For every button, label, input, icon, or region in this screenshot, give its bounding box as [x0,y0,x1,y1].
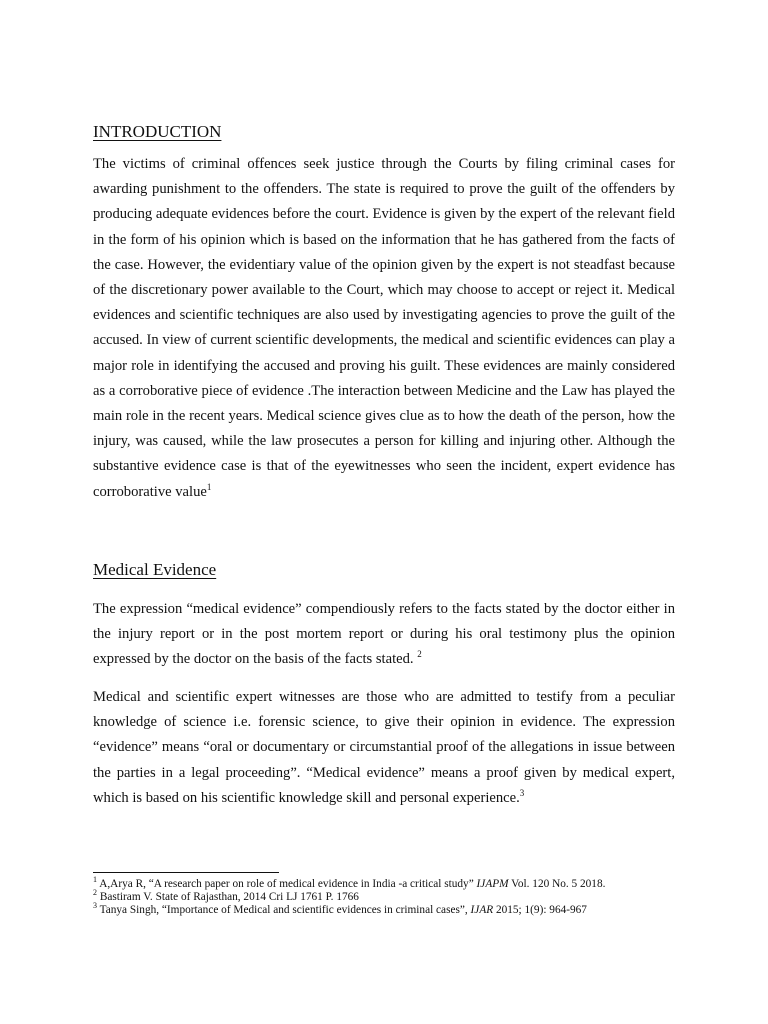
footnote-journal: IJAR [470,904,494,916]
footnote-ref-3: 3 [519,787,525,798]
medical-evidence-text-2: Medical and scientific expert witnesses are those who are admitted to testify from a peculiar knowledge of science i.e. forensic science, to give their opinion in evidence. The expression “evidence” means “oral or documentary or circumstantial proof of the allegations in issue between the parties in a legal proceeding”. “Medical evidence” means a proof given by medical expert, which is based on his scientific knowledge skill and personal experience. [93,689,675,806]
footnote-item [93,901,675,917]
section-heading-medical-evidence: Medical Evidence [93,560,217,579]
footnote-text-tail: Vol. 120 No. 5 2018. [508,878,606,890]
footnote-item [93,875,675,891]
footnote-text-tail: 2015; 1(9): 964-967 [493,904,587,916]
footnote-number: 3 [93,901,97,911]
medical-evidence-paragraph-1 [93,597,675,673]
footnote-ref-2: 2 [417,649,422,660]
document-page [93,0,675,1024]
footnote-text: Bastiram V. State of Rajasthan, 2014 Cri LJ 1761 P. 1766 [97,891,359,903]
footnote-journal: IJAPM [476,878,509,890]
footnote-item [93,888,675,904]
introduction-paragraph [93,152,675,505]
footnote-text: A,Arya R, “A research paper on role of medical evidence in India -a critical study” [97,878,477,890]
section-heading-introduction: INTRODUCTION [93,122,222,141]
medical-evidence-paragraph-2 [93,685,675,811]
footnote-text: Tanya Singh, “Importance of Medical and scientific evidences in criminal cases”, [97,904,471,916]
footnotes-section [93,875,675,917]
medical-evidence-text-1: The expression “medical evidence” compendiously refers to the facts stated by the doctor either in the injury report or in the post mortem report or during his oral testimony plus the opinion expressed by the doctor on the basis of the facts stated. [93,601,675,668]
footnote-number: 1 [93,875,97,885]
introduction-text: The victims of criminal offences seek justice through the Courts by filing criminal cases for awarding punishment to the offenders. The state is required to prove the guilt of the offenders by producing adequate evidences before the court. Evidence is given by the expert of the relevant field in the form of his opinion which is based on the information that he has gathered from the facts of the case. However, the evidentiary value of the opinion given by the expert is not steadfast because of the discretionary power available to the Court, which may choose to accept or reject it. Medical evidences and scientific techniques are also used by investigating agencies to prove the guilt of the accused. In view of current scientific developments, the medical and scientific evidences can play a major role in identifying the accused and proving his guilt. These evidences are mainly considered as a corroborative piece of evidence .The interaction between Medicine and the Law has played the main role in the recent years. Medical science gives clue as to how the death of the person, how the injury, was caused, while the law prosecutes a person for killing and injuring other. Although the substantive evidence case is that of the eyewitnesses who seen the incident, expert evidence has corroborative value [93,156,675,500]
footnote-number: 2 [93,888,97,898]
footnote-ref-1: 1 [206,481,212,492]
footnote-separator [93,872,279,873]
